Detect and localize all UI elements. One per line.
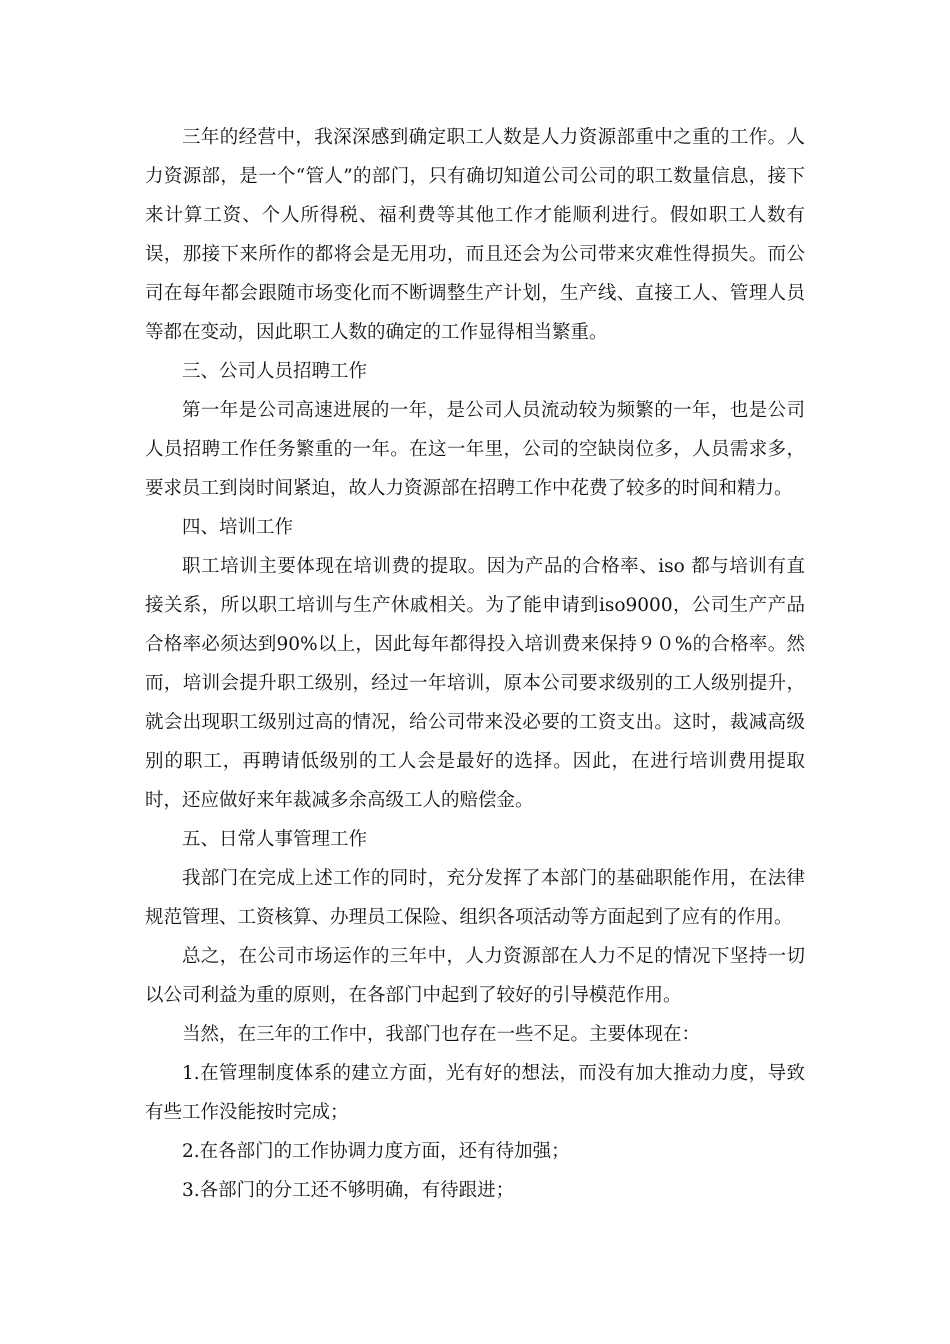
heading-training: 四、培训工作 <box>182 517 294 538</box>
heading-recruitment: 三、公司人员招聘工作 <box>182 361 368 382</box>
paragraph-summary: 总之，在公司市场运作的三年中，人力资源部在人力不足的情况下坚持一切以公司利益为重的原则，在各部门中起到了较好的引导模范作用。 <box>145 946 805 1006</box>
list-item-1: 1.在管理制度体系的建立方面，光有好的想法，而没有加大推动力度，导致有些工作没能按时完成； <box>145 1063 805 1123</box>
paragraph-staff-count: 三年的经营中，我深深感到确定职工人数是人力资源部重中之重的工作。人力资源部，是一个“管人”的部门，只有确切知道公司公司的职工数量信息，接下来计算工资、个人所得税、福利费等其他工作才能顺利进行。假如职工人数有误，那接下来所作的都将会是无用功，而且还会为公司带来灾难性得损失。而公司在每年都会跟随市场变化而不断调整生产计划，生产线、直接工人、管理人员等都在变动，因此职工人数的确定的工作显得相当繁重。 <box>145 127 805 343</box>
paragraph-recruitment: 第一年是公司高速进展的一年，是公司人员流动较为频繁的一年，也是公司人员招聘工作任务繁重的一年。在这一年里，公司的空缺岗位多，人员需求多，要求员工到岗时间紧迫，故人力资源部在招聘工作中花费了较多的时间和精力。 <box>145 400 805 499</box>
paragraph-shortcomings-intro: 当然，在三年的工作中，我部门也存在一些不足。主要体现在： <box>182 1024 701 1045</box>
list-item-2: 2.在各部门的工作协调力度方面，还有待加强； <box>182 1141 570 1162</box>
list-item-3: 3.各部门的分工还不够明确，有待跟进； <box>182 1180 515 1201</box>
document-body <box>145 118 805 1210</box>
heading-daily-management: 五、日常人事管理工作 <box>182 829 368 850</box>
paragraph-training: 职工培训主要体现在培训费的提取。因为产品的合格率、iso 都与培训有直接关系，所以职工培训与生产休戚相关。为了能申请到iso9000，公司生产产品合格率必须达到90%以上，因此每年都得投入培训费来保持９０%的合格率。然而，培训会提升职工级别，经过一年培训，原本公司要求级别的工人级别提升，就会出现职工级别过高的情况，给公司带来没必要的工资支出。这时，裁减高级别的职工，再聘请低级别的工人会是最好的选择。因此，在进行培训费用提取时，还应做好来年裁减多余高级工人的赔偿金。 <box>145 556 805 811</box>
paragraph-daily-management: 我部门在完成上述工作的同时，充分发挥了本部门的基础职能作用，在法律规范管理、工资核算、办理员工保险、组织各项活动等方面起到了应有的作用。 <box>145 868 805 928</box>
